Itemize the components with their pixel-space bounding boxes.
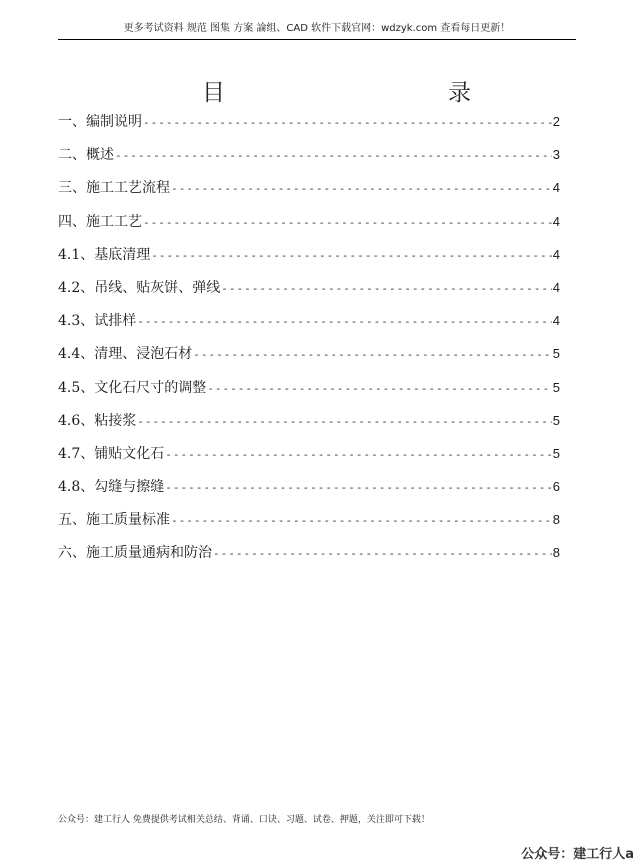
toc-item-page: 5 xyxy=(552,379,560,395)
toc-item-text: 4.4、清理、浸泡石材 xyxy=(58,346,193,363)
toc-item-page: 2 xyxy=(552,114,560,129)
toc-item-page: 4 xyxy=(552,180,560,196)
toc-item-text: 六、施工质量通病和防治 xyxy=(58,545,212,562)
toc-item-page: 8 xyxy=(552,545,560,561)
toc-item-text: 4.8、勾缝与擦缝 xyxy=(58,479,165,496)
toc-leader xyxy=(213,540,552,568)
toc-item-page: 4 xyxy=(552,246,560,262)
toc-item[interactable] xyxy=(58,440,560,473)
toc-item-text: 4.1、基底清理 xyxy=(58,246,151,263)
toc-item[interactable] xyxy=(58,141,560,174)
toc-leader xyxy=(115,142,552,170)
toc-item-text: 五、施工质量标准 xyxy=(58,512,170,529)
toc-leader xyxy=(143,109,552,137)
footer-note: 公众号：建工行人 免费提供考试相关总结、背诵、口诀、习题、试卷、押题，关注即可下载！ xyxy=(58,815,430,825)
toc-list xyxy=(58,108,560,573)
toc-item[interactable] xyxy=(58,108,560,141)
toc-leader xyxy=(137,308,552,336)
toc-item-text: 4.3、试排样 xyxy=(58,313,137,330)
toc-item-page: 5 xyxy=(552,445,560,461)
toc-title-char-2: 录 xyxy=(448,80,471,106)
toc-item-text: 一、编制说明 xyxy=(58,114,142,130)
toc-leader xyxy=(171,507,552,535)
watermark-text: 公众号：建工行人a xyxy=(521,847,634,862)
toc-item-text: 4.7、铺贴文化石 xyxy=(58,445,165,462)
toc-leader xyxy=(151,242,552,270)
toc-leader xyxy=(165,474,552,502)
toc-item-text: 4.5、文化石尺寸的调整 xyxy=(58,379,207,396)
toc-item-text: 四、施工工艺 xyxy=(58,213,142,230)
toc-leader xyxy=(137,408,552,436)
page-header xyxy=(58,22,576,40)
toc-leader xyxy=(193,341,552,369)
toc-leader xyxy=(143,209,552,237)
toc-item[interactable] xyxy=(58,241,560,274)
toc-item-page: 5 xyxy=(552,412,560,428)
toc-item[interactable] xyxy=(58,407,560,440)
toc-title-char-1: 目 xyxy=(202,80,225,106)
toc-item-text: 4.2、吊线、贴灰饼、弹线 xyxy=(58,279,221,296)
header-text: 更多考试资料 规范 图集 方案 論组、CAD 软件下载官网：wdzyk.com 查看每日更新！ xyxy=(123,23,511,34)
toc-item[interactable] xyxy=(58,174,560,207)
toc-item[interactable] xyxy=(58,506,560,539)
toc-item-page: 4 xyxy=(552,213,560,229)
toc-item[interactable] xyxy=(58,539,560,572)
toc-item-text: 三、施工工艺流程 xyxy=(58,180,170,197)
toc-item[interactable] xyxy=(58,340,560,373)
toc-item[interactable] xyxy=(58,208,560,241)
toc-title xyxy=(0,74,638,104)
toc-item-page: 4 xyxy=(552,313,560,329)
toc-item-text: 二、概述 xyxy=(58,147,114,164)
toc-item-page: 5 xyxy=(552,346,560,362)
toc-item-text: 4.6、粘接浆 xyxy=(58,412,137,429)
toc-leader xyxy=(165,441,552,469)
toc-leader xyxy=(171,175,552,203)
toc-item-page: 3 xyxy=(552,147,560,163)
toc-item[interactable] xyxy=(58,274,560,307)
toc-item-page: 4 xyxy=(552,279,560,295)
toc-item[interactable] xyxy=(58,473,560,506)
toc-item-page: 8 xyxy=(552,512,560,528)
toc-item[interactable] xyxy=(58,374,560,407)
toc-item[interactable] xyxy=(58,307,560,340)
toc-leader xyxy=(207,375,552,403)
toc-item-page: 6 xyxy=(552,479,560,495)
toc-leader xyxy=(221,275,552,303)
